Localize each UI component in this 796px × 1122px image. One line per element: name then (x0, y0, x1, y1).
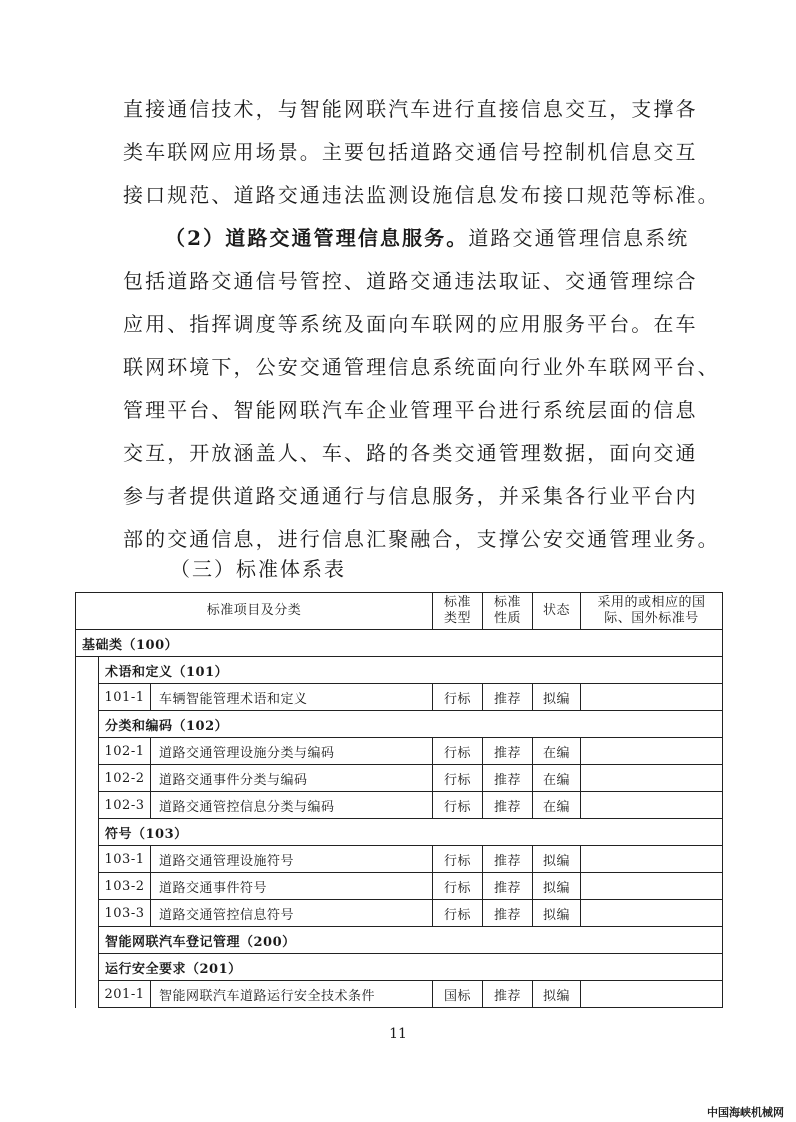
category-row (76, 630, 723, 657)
subsection-title: （2）道路交通管理信息服务。 (165, 226, 469, 250)
table-row (76, 684, 723, 711)
row-name: 智能网联汽车道路运行安全技术条件 (151, 981, 433, 1008)
header-ref-line: 际、国外标准号 (604, 611, 699, 626)
subcategory-label: 运行安全要求（201） (99, 954, 723, 981)
row-code: 201-1 (99, 981, 151, 1008)
subcategory-row (76, 954, 723, 981)
subcategory-label: 分类和编码（102） (99, 711, 723, 738)
text-span: 道路交通管理信息系统 (468, 226, 690, 250)
subcategory-row (76, 657, 723, 684)
header-type-line: 标准 (444, 595, 472, 610)
row-status: 拟编 (533, 684, 581, 711)
row-nature: 推荐 (483, 900, 533, 927)
row-status: 拟编 (533, 900, 581, 927)
category-label: 智能网联汽车登记管理（200） (99, 927, 723, 954)
row-nature: 推荐 (483, 981, 533, 1008)
category-label: 基础类（100） (76, 630, 723, 657)
row-type: 行标 (433, 873, 483, 900)
row-name: 道路交通管控信息分类与编码 (151, 792, 433, 819)
header-nature (483, 593, 533, 630)
header-item: 标准项目及分类 (76, 593, 433, 630)
table-row (76, 846, 723, 873)
row-code: 102-1 (99, 738, 151, 765)
row-name: 车辆智能管理术语和定义 (151, 684, 433, 711)
text-line: 包括道路交通信号管控、道路交通违法取证、交通管理综合 (123, 269, 698, 293)
text-line: 参与者提供道路交通通行与信息服务，并采集各行业平台内 (123, 484, 698, 508)
row-status: 拟编 (533, 981, 581, 1008)
table-row (76, 792, 723, 819)
text-line: 直接通信技术，与智能网联汽车进行直接信息交互，支撑各 (123, 97, 698, 121)
page-number: 11 (389, 1026, 407, 1042)
row-code: 102-3 (99, 792, 151, 819)
text-line: 部的交通信息，进行信息汇聚融合，支撑公安交通管理业务。 (123, 527, 720, 551)
table-row (76, 873, 723, 900)
text-line: 交互，开放涵盖人、车、路的各类交通管理数据，面向交通 (123, 441, 698, 465)
table-row (76, 765, 723, 792)
header-type-line: 类型 (444, 611, 472, 626)
row-name: 道路交通事件符号 (151, 873, 433, 900)
row-type: 行标 (433, 684, 483, 711)
row-status: 在编 (533, 765, 581, 792)
text-line: 管理平台、智能网联汽车企业管理平台进行系统层面的信息 (123, 398, 698, 422)
row-code: 103-3 (99, 900, 151, 927)
indent-cell (76, 954, 99, 1008)
header-nature-line: 性质 (494, 611, 522, 626)
row-ref (581, 738, 723, 765)
header-type (433, 593, 483, 630)
row-type: 行标 (433, 900, 483, 927)
row-type: 行标 (433, 738, 483, 765)
row-type: 行标 (433, 792, 483, 819)
table-row (76, 981, 723, 1008)
standards-table (75, 592, 723, 1008)
header-nature-line: 标准 (494, 595, 522, 610)
watermark: 中国海峡机械网 (707, 1106, 784, 1119)
row-type: 行标 (433, 765, 483, 792)
subcategory-label: 术语和定义（101） (99, 657, 723, 684)
row-code: 102-2 (99, 765, 151, 792)
category-row (76, 927, 723, 954)
text-line: 应用、指挥调度等系统及面向车联网的应用服务平台。在车 (123, 312, 698, 336)
row-nature: 推荐 (483, 792, 533, 819)
row-code: 101-1 (99, 684, 151, 711)
row-ref (581, 765, 723, 792)
subcategory-row (76, 711, 723, 738)
text-line: 类车联网应用场景。主要包括道路交通信号控制机信息交互 (123, 140, 698, 164)
table-row (76, 900, 723, 927)
row-ref (581, 873, 723, 900)
text-line: 接口规范、道路交通违法监测设施信息发布接口规范等标准。 (123, 183, 720, 207)
row-name: 道路交通管理设施分类与编码 (151, 738, 433, 765)
subcategory-row (76, 819, 723, 846)
row-nature: 推荐 (483, 684, 533, 711)
row-ref (581, 900, 723, 927)
row-name: 道路交通管理设施符号 (151, 846, 433, 873)
row-code: 103-2 (99, 873, 151, 900)
row-nature: 推荐 (483, 765, 533, 792)
section-heading: （三）标准体系表 (170, 557, 346, 581)
table-row (76, 738, 723, 765)
text-line: 联网环境下，公安交通管理信息系统面向行业外车联网平台、 (123, 355, 720, 379)
header-ref-line: 采用的或相应的国 (597, 595, 706, 610)
row-status: 在编 (533, 738, 581, 765)
text-line (165, 226, 689, 250)
row-ref (581, 846, 723, 873)
indent-cell (76, 657, 99, 954)
row-nature: 推荐 (483, 738, 533, 765)
row-code: 103-1 (99, 846, 151, 873)
row-name: 道路交通事件分类与编码 (151, 765, 433, 792)
row-type: 国标 (433, 981, 483, 1008)
header-status: 状态 (533, 593, 581, 630)
row-ref (581, 981, 723, 1008)
row-ref (581, 684, 723, 711)
table-header-row (76, 593, 723, 630)
row-nature: 推荐 (483, 873, 533, 900)
row-nature: 推荐 (483, 846, 533, 873)
row-ref (581, 792, 723, 819)
row-type: 行标 (433, 846, 483, 873)
row-status: 在编 (533, 792, 581, 819)
header-ref (581, 593, 723, 630)
row-status: 拟编 (533, 873, 581, 900)
row-name: 道路交通管控信息符号 (151, 900, 433, 927)
row-status: 拟编 (533, 846, 581, 873)
subcategory-label: 符号（103） (99, 819, 723, 846)
